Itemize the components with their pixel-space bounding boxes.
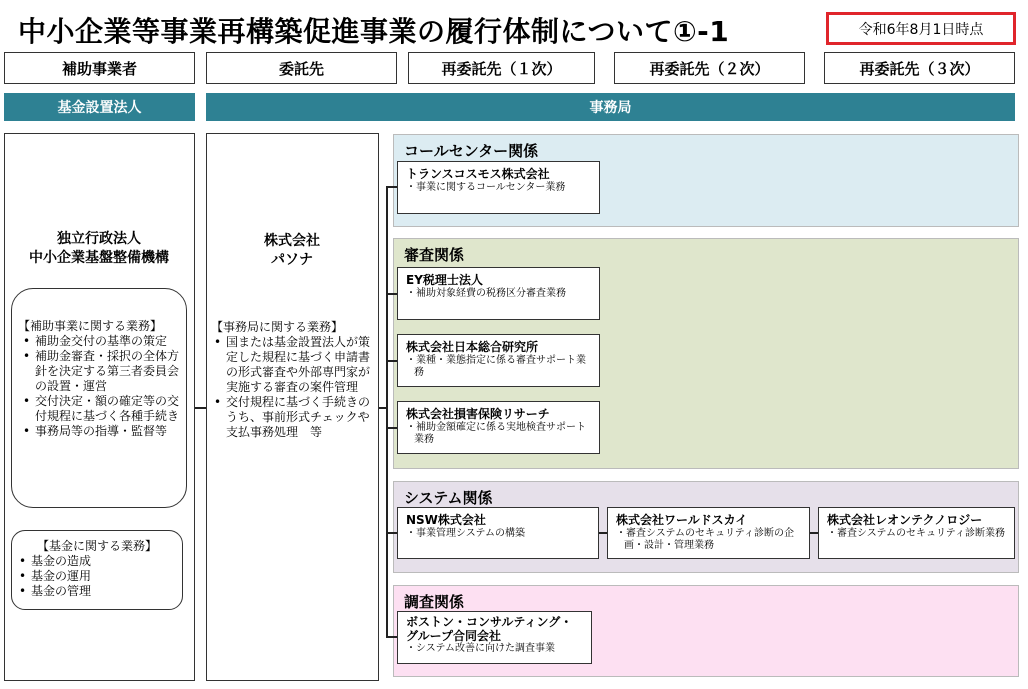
grant-duties-list [20,334,180,439]
connector-line [386,293,397,295]
grant-duties-box [11,288,187,508]
contractor-duties-list [211,335,375,440]
company-desc: ・審査システムのセキュリティ診断の企画・設計・管理業務 [616,528,794,551]
list-item: • 事務局等の指導・監督等 [20,424,180,439]
list-item: • 基金の造成 [16,554,178,569]
fund-duties-list [16,554,178,599]
band-secretariat: 事務局 [206,93,1015,121]
list-item: • 基金の管理 [16,584,178,599]
company-name: 株式会社損害保険リサーチ [406,407,550,421]
connector-line [386,427,397,429]
company-desc: ・事業管理システムの構築 [406,528,525,539]
date-badge: 令和6年8月1日時点 [826,12,1016,45]
list-item: • 補助金交付の基準の策定 [20,334,180,349]
connector-trunk [386,186,388,638]
company-box-worldsky [607,507,810,559]
fund-org-name: 独立行政法人 中小企業基盤整備機構 [29,231,169,266]
contractor-duties-title: 【事務局に関する業務】 [211,320,344,334]
company-name: 株式会社ワールドスカイ [616,513,748,527]
company-desc: ・事業に関するコールセンター業務 [406,182,566,193]
company-box-transcosmos [397,161,600,214]
company-box-leon-technology [818,507,1015,559]
column-header-grantee: 補助事業者 [4,52,195,84]
company-box-nsw [397,507,599,559]
column-header-subcontract-2: 再委託先（２次） [614,52,805,84]
page-title: 中小企業等事業再構築促進事業の履行体制について①-1 [18,15,730,48]
connector-line [195,407,206,409]
fund-duties-box [11,530,183,610]
column-header-contractor: 委託先 [206,52,397,84]
company-name: トランスコスモス株式会社 [406,167,550,181]
connector-line [386,532,397,534]
section-title: 審査関係 [404,246,465,264]
connector-line [386,636,397,638]
column-header-subcontract-3: 再委託先（３次） [824,52,1015,84]
company-name: NSW株式会社 [406,513,486,527]
fund-duties-title: 【基金に関する業務】 [36,539,157,553]
column-header-subcontract-1: 再委託先（１次） [408,52,595,84]
company-name: 株式会社日本総合研究所 [406,340,539,354]
list-item: • 補助金審査・採択の全体方針を決定する第三者委員会の設置・運営 [20,349,180,394]
company-box-insurance-research [397,401,600,454]
contractor-duties [211,320,375,440]
company-name: ボストン・コンサルティング・グループ合同会社 [406,615,573,643]
list-item: • 国または基金設置法人が策定した規程に基づく申請書の形式審査や外部専門家が実施する審査の案件管理 [211,335,375,395]
company-desc: ・補助金額確定に係る実地検査サポート業務 [406,422,586,445]
list-item: • 交付決定・額の確定等の交付規程に基づく各種手続き [20,394,180,424]
company-box-bcg [397,611,592,664]
grant-duties-title: 【補助事業に関する業務】 [18,319,163,333]
company-name: 株式会社レオンテクノロジー [827,513,983,527]
section-title: システム関係 [404,489,493,507]
company-box-ey [397,267,600,320]
connector-line [810,532,818,534]
company-desc: ・業種・業態指定に係る審査サポート業務 [406,355,586,378]
section-title: コールセンター関係 [404,142,539,160]
connector-line [599,532,607,534]
section-title: 調査関係 [404,593,465,611]
contractor-name: 株式会社 パソナ [264,233,320,268]
contractor-panel [206,133,379,681]
company-desc: ・補助対象経費の税務区分審査業務 [406,288,566,299]
company-box-jri [397,334,600,387]
company-name: EY税理士法人 [406,273,483,287]
fund-org-panel [4,133,195,681]
list-item: • 基金の運用 [16,569,178,584]
band-fund-corporation: 基金設置法人 [4,93,195,121]
list-item: • 交付規程に基づく手続きのうち、事前形式チェックや支払事務処理 等 [211,395,375,440]
company-desc: ・審査システムのセキュリティ診断業務 [827,528,1005,539]
company-desc: ・システム改善に向けた調査事業 [406,643,555,654]
connector-line [386,360,397,362]
connector-line [386,186,397,188]
